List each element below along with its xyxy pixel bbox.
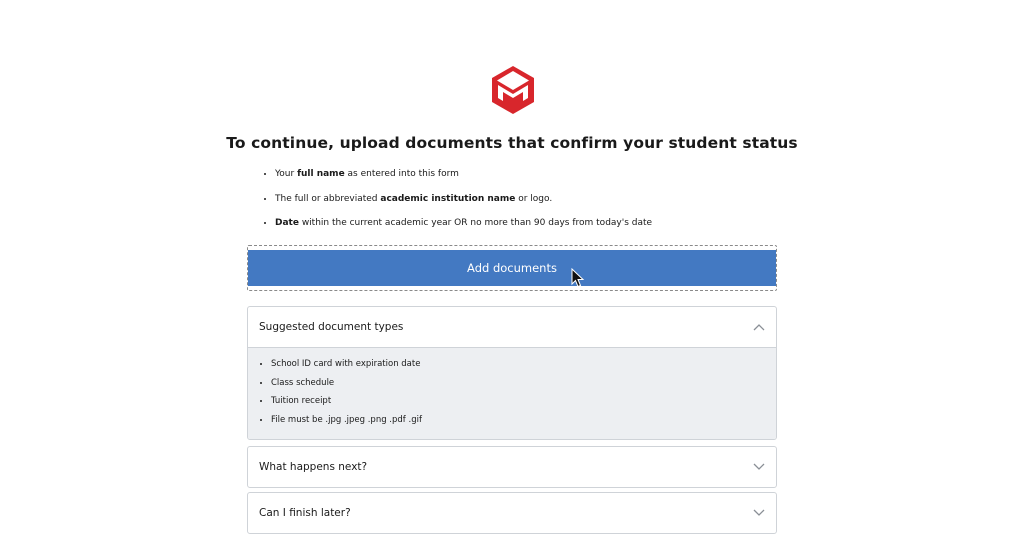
accordion-title: Can I finish later? (259, 507, 351, 519)
document-types-list (248, 355, 776, 429)
accordion-header[interactable] (248, 447, 776, 487)
accordion-header[interactable] (248, 307, 776, 347)
mouse-cursor-icon (571, 268, 585, 288)
brand-cube-logo-icon (489, 64, 537, 116)
page-title: To continue, upload documents that confirm your student status (226, 134, 798, 152)
accordion-panel (248, 347, 776, 439)
chevron-down-icon[interactable] (753, 463, 765, 471)
chevron-down-icon[interactable] (753, 509, 765, 517)
list-item: • Class schedule (271, 374, 776, 393)
accordion-what-happens-next[interactable] (247, 446, 777, 488)
requirement-item: • Your full name as entered into this form (275, 166, 652, 191)
accordion-title: Suggested document types (259, 321, 404, 333)
upload-dropzone[interactable] (247, 245, 777, 291)
requirement-item: • The full or abbreviated academic institution name or logo. (275, 191, 652, 216)
requirement-item: • Date within the current academic year OR no more than 90 days from today's date (275, 215, 652, 240)
accordion-suggested-document-types (247, 306, 777, 440)
list-item: • Tuition receipt (271, 392, 776, 411)
add-documents-button[interactable]: Add documents (248, 250, 776, 286)
list-item: • File must be .jpg .jpeg .png .pdf .gif (271, 411, 776, 430)
accordion-title: What happens next? (259, 461, 368, 473)
chevron-up-icon[interactable] (753, 323, 765, 331)
list-item: • School ID card with expiration date (271, 355, 776, 374)
accordion-can-i-finish-later[interactable] (247, 492, 777, 534)
accordion-header[interactable] (248, 493, 776, 533)
requirements-list (261, 166, 652, 240)
